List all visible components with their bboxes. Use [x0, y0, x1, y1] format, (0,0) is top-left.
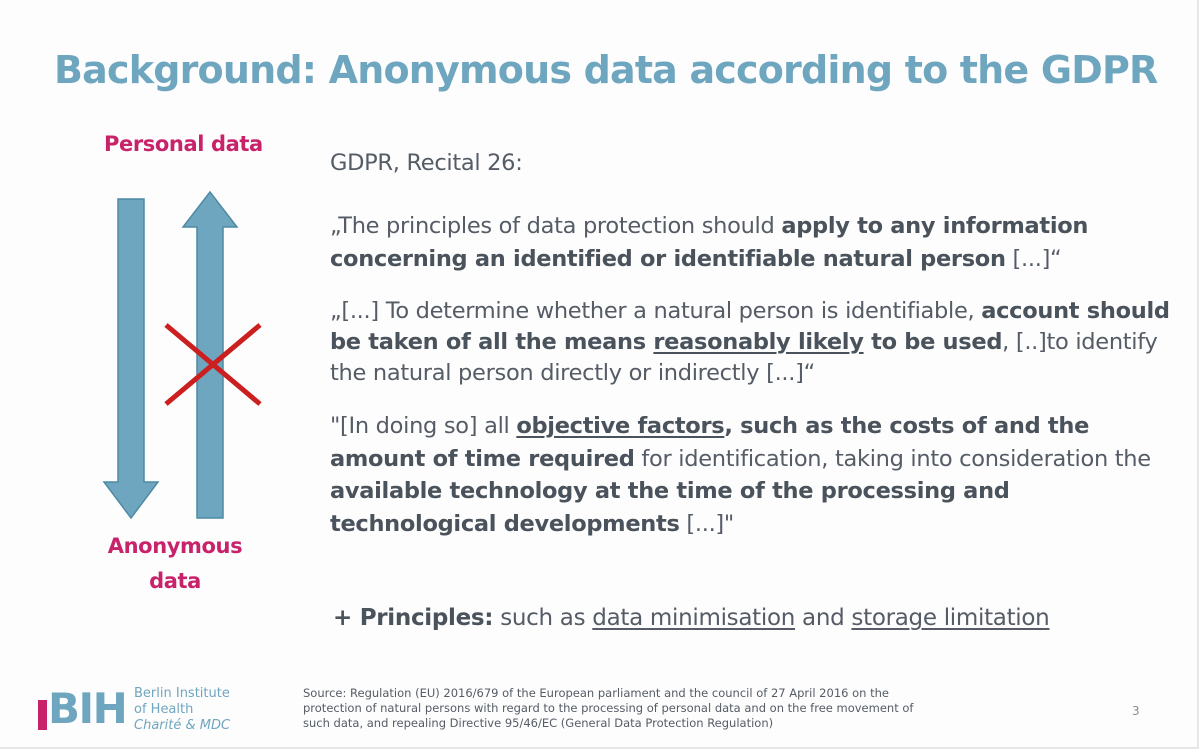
- data-minimisation-term: data minimisation: [592, 605, 796, 631]
- para3-bold-1: , such as the costs of and the amount of time required: [330, 413, 1090, 472]
- quote-paragraph-1: [330, 210, 1180, 276]
- logo-line-3: Charité & MDC: [134, 718, 231, 733]
- principles-plus: +: [333, 605, 360, 631]
- recital-heading: GDPR, Recital 26:: [330, 150, 523, 176]
- para2-bold-1: account should be taken of all the means: [330, 298, 1170, 355]
- anonymous-label-line2: data: [149, 569, 201, 593]
- slide-title: Background: Anonymous data according to the GDPR: [54, 48, 1158, 92]
- para1-text-2: [...]“: [1005, 246, 1062, 272]
- logo-wordmark: [134, 686, 230, 734]
- logo-line-1: Berlin Institute: [134, 686, 230, 701]
- quote-paragraph-2: [330, 296, 1180, 389]
- anonymous-data-label: [100, 529, 250, 599]
- para3-bold-2: available technology at the time of the processing and technological developments: [330, 478, 1010, 537]
- para3-text-1: "[In doing so] all: [330, 413, 517, 439]
- storage-limitation-term: storage limitation: [851, 605, 1050, 631]
- principles-text-2: and: [795, 605, 852, 631]
- quote-paragraph-3: [330, 410, 1180, 540]
- page-number: 3: [1132, 704, 1140, 718]
- para1-bold-1: apply to any information concerning an identified or identifiable natural person: [330, 213, 1089, 272]
- down-arrow: [104, 199, 158, 518]
- personal-data-label: Personal data: [104, 132, 263, 156]
- logo-line-2: of Health: [134, 702, 194, 717]
- para2-text-2: , [..]to identify the natural person directly or indirectly [...]“: [330, 329, 1158, 386]
- principles-label: Principles:: [359, 605, 494, 631]
- para1-text-1: „The principles of data protection should: [330, 213, 782, 239]
- bih-logo: [38, 686, 248, 738]
- para3-text-2: for identification, taking into consideration the: [634, 445, 1151, 472]
- para3-underlined: objective factors: [516, 413, 725, 439]
- up-arrow: [183, 192, 237, 518]
- para2-text-1: „[...] To determine whether a natural person is identifiable,: [330, 298, 982, 324]
- source-citation: Source: Regulation (EU) 2016/679 of the European parliament and the council of 27 April 2016 on the protection of natural persons with regard to the processing of personal data and on the free movement of such data, and repealing Directive 95/46/EC (General Data Protection Regulation): [303, 686, 914, 730]
- logo-accent-bar: [38, 700, 47, 730]
- para2-underlined: reasonably likely: [653, 329, 864, 355]
- data-direction-diagram: [100, 190, 270, 520]
- logo-mark: BIH: [48, 684, 127, 733]
- principles-line: [333, 605, 1049, 631]
- principles-text-1: such as: [493, 605, 593, 631]
- para2-bold-2: to be used: [863, 329, 1003, 355]
- para3-text-3: [...]": [679, 510, 734, 537]
- anonymous-label-line1: Anonymous: [107, 534, 243, 558]
